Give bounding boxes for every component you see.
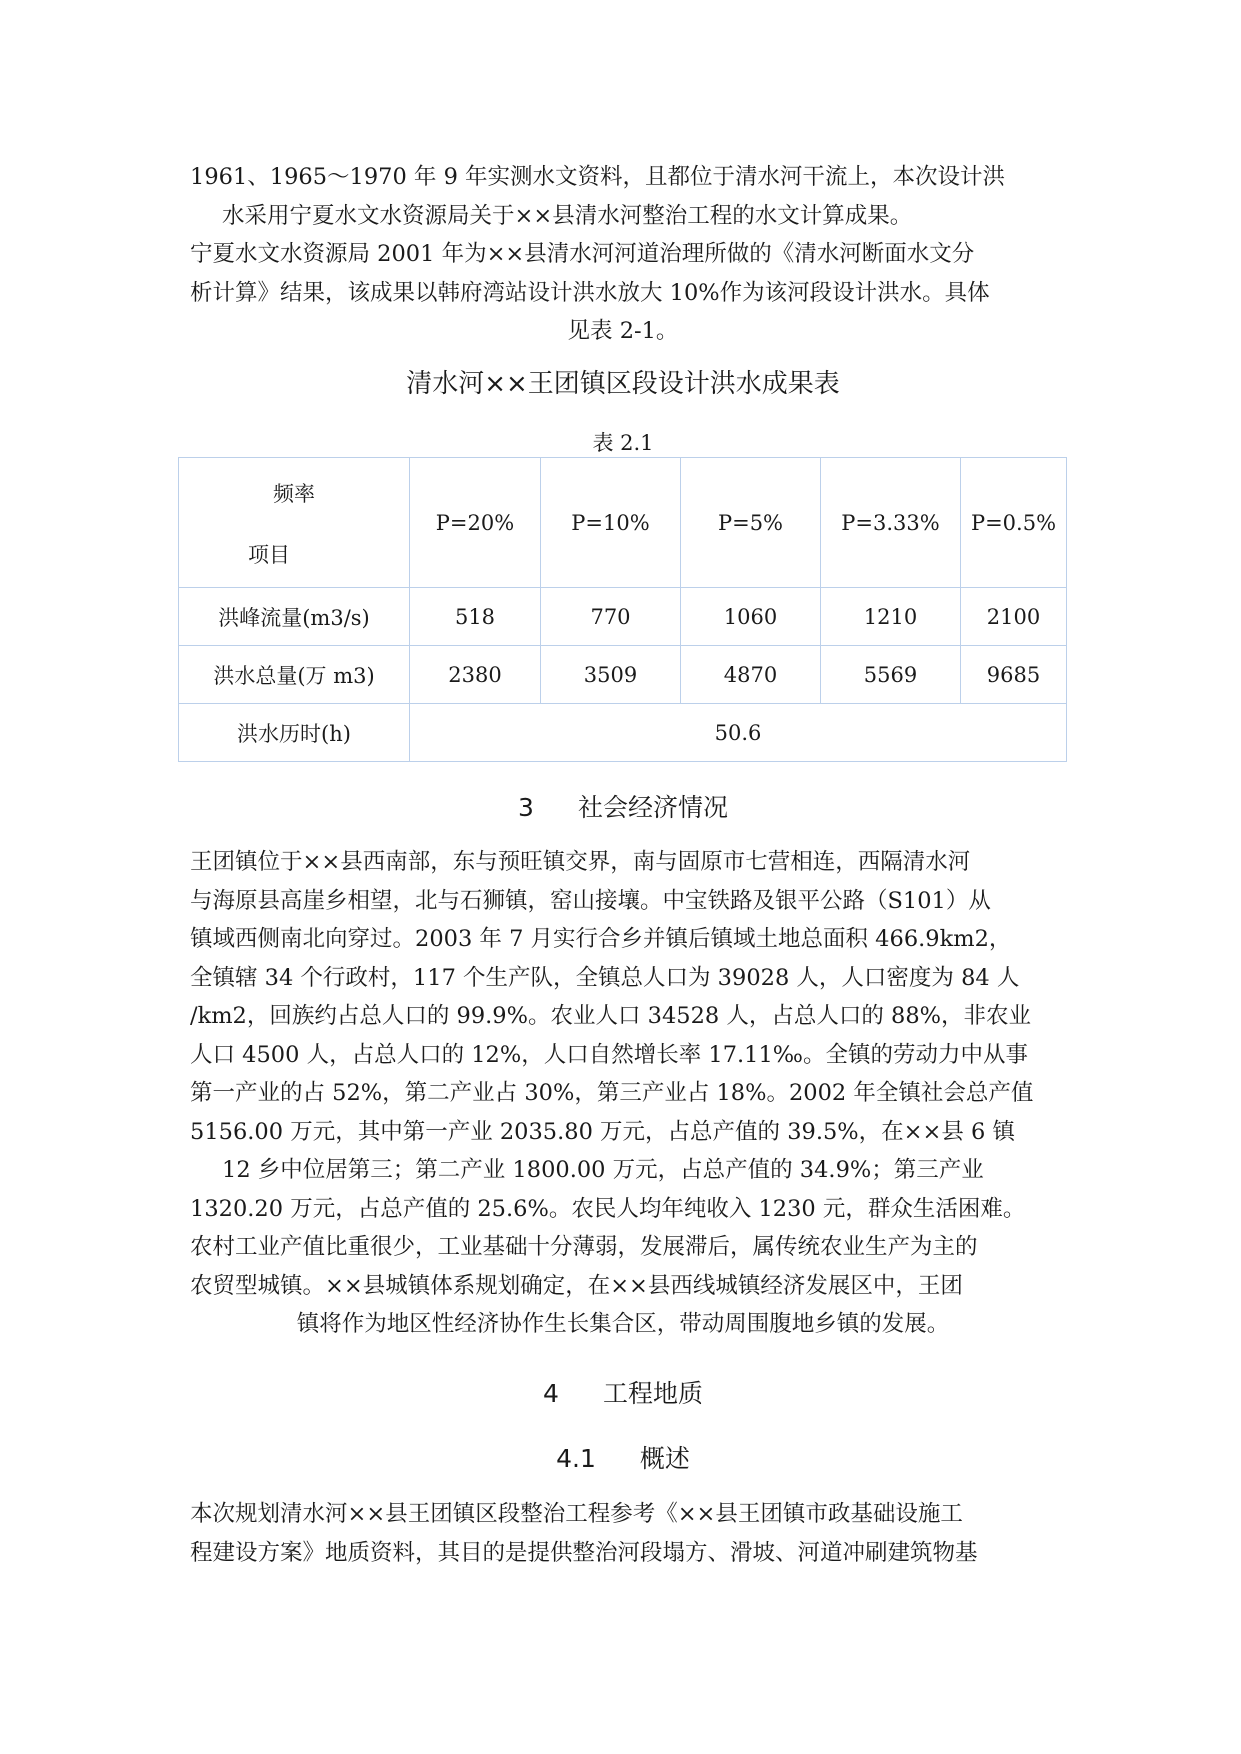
text-line: 12 乡中位居第三；第二产业 1800.00 万元，占总产值的 34.9%；第三产业 <box>222 1157 984 1183</box>
table-cell: 770 <box>541 588 681 646</box>
text-line: 农贸型城镇。××县城镇体系规划确定，在××县西线城镇经济发展区中，王团 <box>190 1272 963 1299</box>
section-title: 社会经济情况 <box>577 793 728 822</box>
table-caption: 表 2.1 <box>592 431 654 455</box>
text-line: 全镇辖 34 个行政村，117 个生产队，全镇总人口为 39028 人，人口密度为 84 人 <box>190 964 1020 991</box>
table-row <box>179 588 1067 646</box>
text-line: 第一产业的占 52%，第二产业占 30%，第三产业占 18%。2002 年全镇社会总产值 <box>190 1080 1034 1106</box>
text-line: 王团镇位于××县西南部，东与预旺镇交界，南与固原市七营相连，西隔清水河 <box>190 849 971 875</box>
text-line: 宁夏水文水资源局 2001 年为××县清水河河道治理所做的《清水河断面水文分 <box>190 241 975 267</box>
section3-paragraph <box>190 843 1056 1344</box>
table-title: 清水河××王团镇区段设计洪水成果表 <box>406 369 840 399</box>
text-line: /km2，回族约占总人口的 99.9%。农业人口 34528 人，占总人口的 88%，非农业 <box>190 1003 1032 1029</box>
table-cell: 9685 <box>961 646 1067 704</box>
table-header-row <box>179 458 1067 588</box>
text-line: 镇域西侧南北向穿过。2003 年 7 月实行合乡并镇后镇域土地总面积 466.9km2， <box>190 926 1012 952</box>
column-header: P=0.5% <box>961 458 1067 588</box>
corner-item-label: 项目 <box>248 543 290 567</box>
section-number: 3 <box>518 793 534 822</box>
table-row <box>179 646 1067 704</box>
table-cell: 4870 <box>681 646 821 704</box>
duration-value-cell: 50.6 <box>410 704 1067 762</box>
section-title: 工程地质 <box>602 1379 703 1408</box>
text-line: 5156.00 万元，其中第一产业 2035.80 万元，占总产值的 39.5%，在××县 6 镇 <box>190 1118 1015 1145</box>
text-line: 程建设方案》地质资料，其目的是提供整治河段塌方、滑坡、河道冲刷建筑物基 <box>190 1539 978 1566</box>
text-line: 1961、1965～1970 年 9 年实测水文资料，且都位于清水河干流上，本次设计洪 <box>190 164 1006 190</box>
text-line: 1320.20 万元，占总产值的 25.6%。农民人均年纯收入 1230 元，群众生活困难。 <box>190 1195 1026 1222</box>
column-header: P=5% <box>681 458 821 588</box>
section-number: 4.1 <box>556 1444 596 1473</box>
subsection-heading <box>190 1441 1056 1477</box>
column-header: P=10% <box>541 458 681 588</box>
table-cell: 518 <box>410 588 541 646</box>
section-heading <box>190 790 1056 826</box>
table-row <box>179 704 1067 762</box>
flood-design-table <box>178 457 1067 762</box>
row-label: 洪水历时(h) <box>179 704 410 762</box>
text-line: 农村工业产值比重很少，工业基础十分薄弱，发展滞后，属传统农业生产为主的 <box>190 1234 978 1260</box>
table-cell: 1060 <box>681 588 821 646</box>
column-header: P=3.33% <box>821 458 961 588</box>
section-heading <box>190 1376 1056 1412</box>
header-corner-cell <box>179 458 410 588</box>
section41-paragraph <box>190 1495 1056 1572</box>
text-line: 人口 4500 人，占总人口的 12%，人口自然增长率 17.11‰。全镇的劳动力中从事 <box>190 1041 1028 1068</box>
table-cell: 2380 <box>410 646 541 704</box>
table-cell: 2100 <box>961 588 1067 646</box>
intro-paragraph <box>190 158 1056 351</box>
text-line: 镇将作为地区性经济协作生长集合区，带动周围腹地乡镇的发展。 <box>296 1311 950 1337</box>
text-line: 与海原县高崖乡相望，北与石狮镇，窑山接壤。中宝铁路及银平公路（S101）从 <box>190 887 991 914</box>
text-line: 水采用宁夏水文水资源局关于××县清水河整治工程的水文计算成果。 <box>222 202 913 229</box>
text-line: 本次规划清水河××县王团镇区段整治工程参考《××县王团镇市政基础设施工 <box>190 1501 963 1527</box>
text-line: 见表 2-1。 <box>567 318 679 344</box>
row-label: 洪水总量(万 m3) <box>179 646 410 704</box>
table-cell: 5569 <box>821 646 961 704</box>
table-cell: 3509 <box>541 646 681 704</box>
table-cell: 1210 <box>821 588 961 646</box>
row-label: 洪峰流量(m3/s) <box>179 588 410 646</box>
column-header: P=20% <box>410 458 541 588</box>
section-number: 4 <box>543 1379 559 1408</box>
corner-frequency-label: 频率 <box>273 482 315 506</box>
text-line: 析计算》结果，该成果以韩府湾站设计洪水放大 10%作为该河段设计洪水。具体 <box>190 279 990 306</box>
section-title: 概述 <box>639 1444 690 1473</box>
